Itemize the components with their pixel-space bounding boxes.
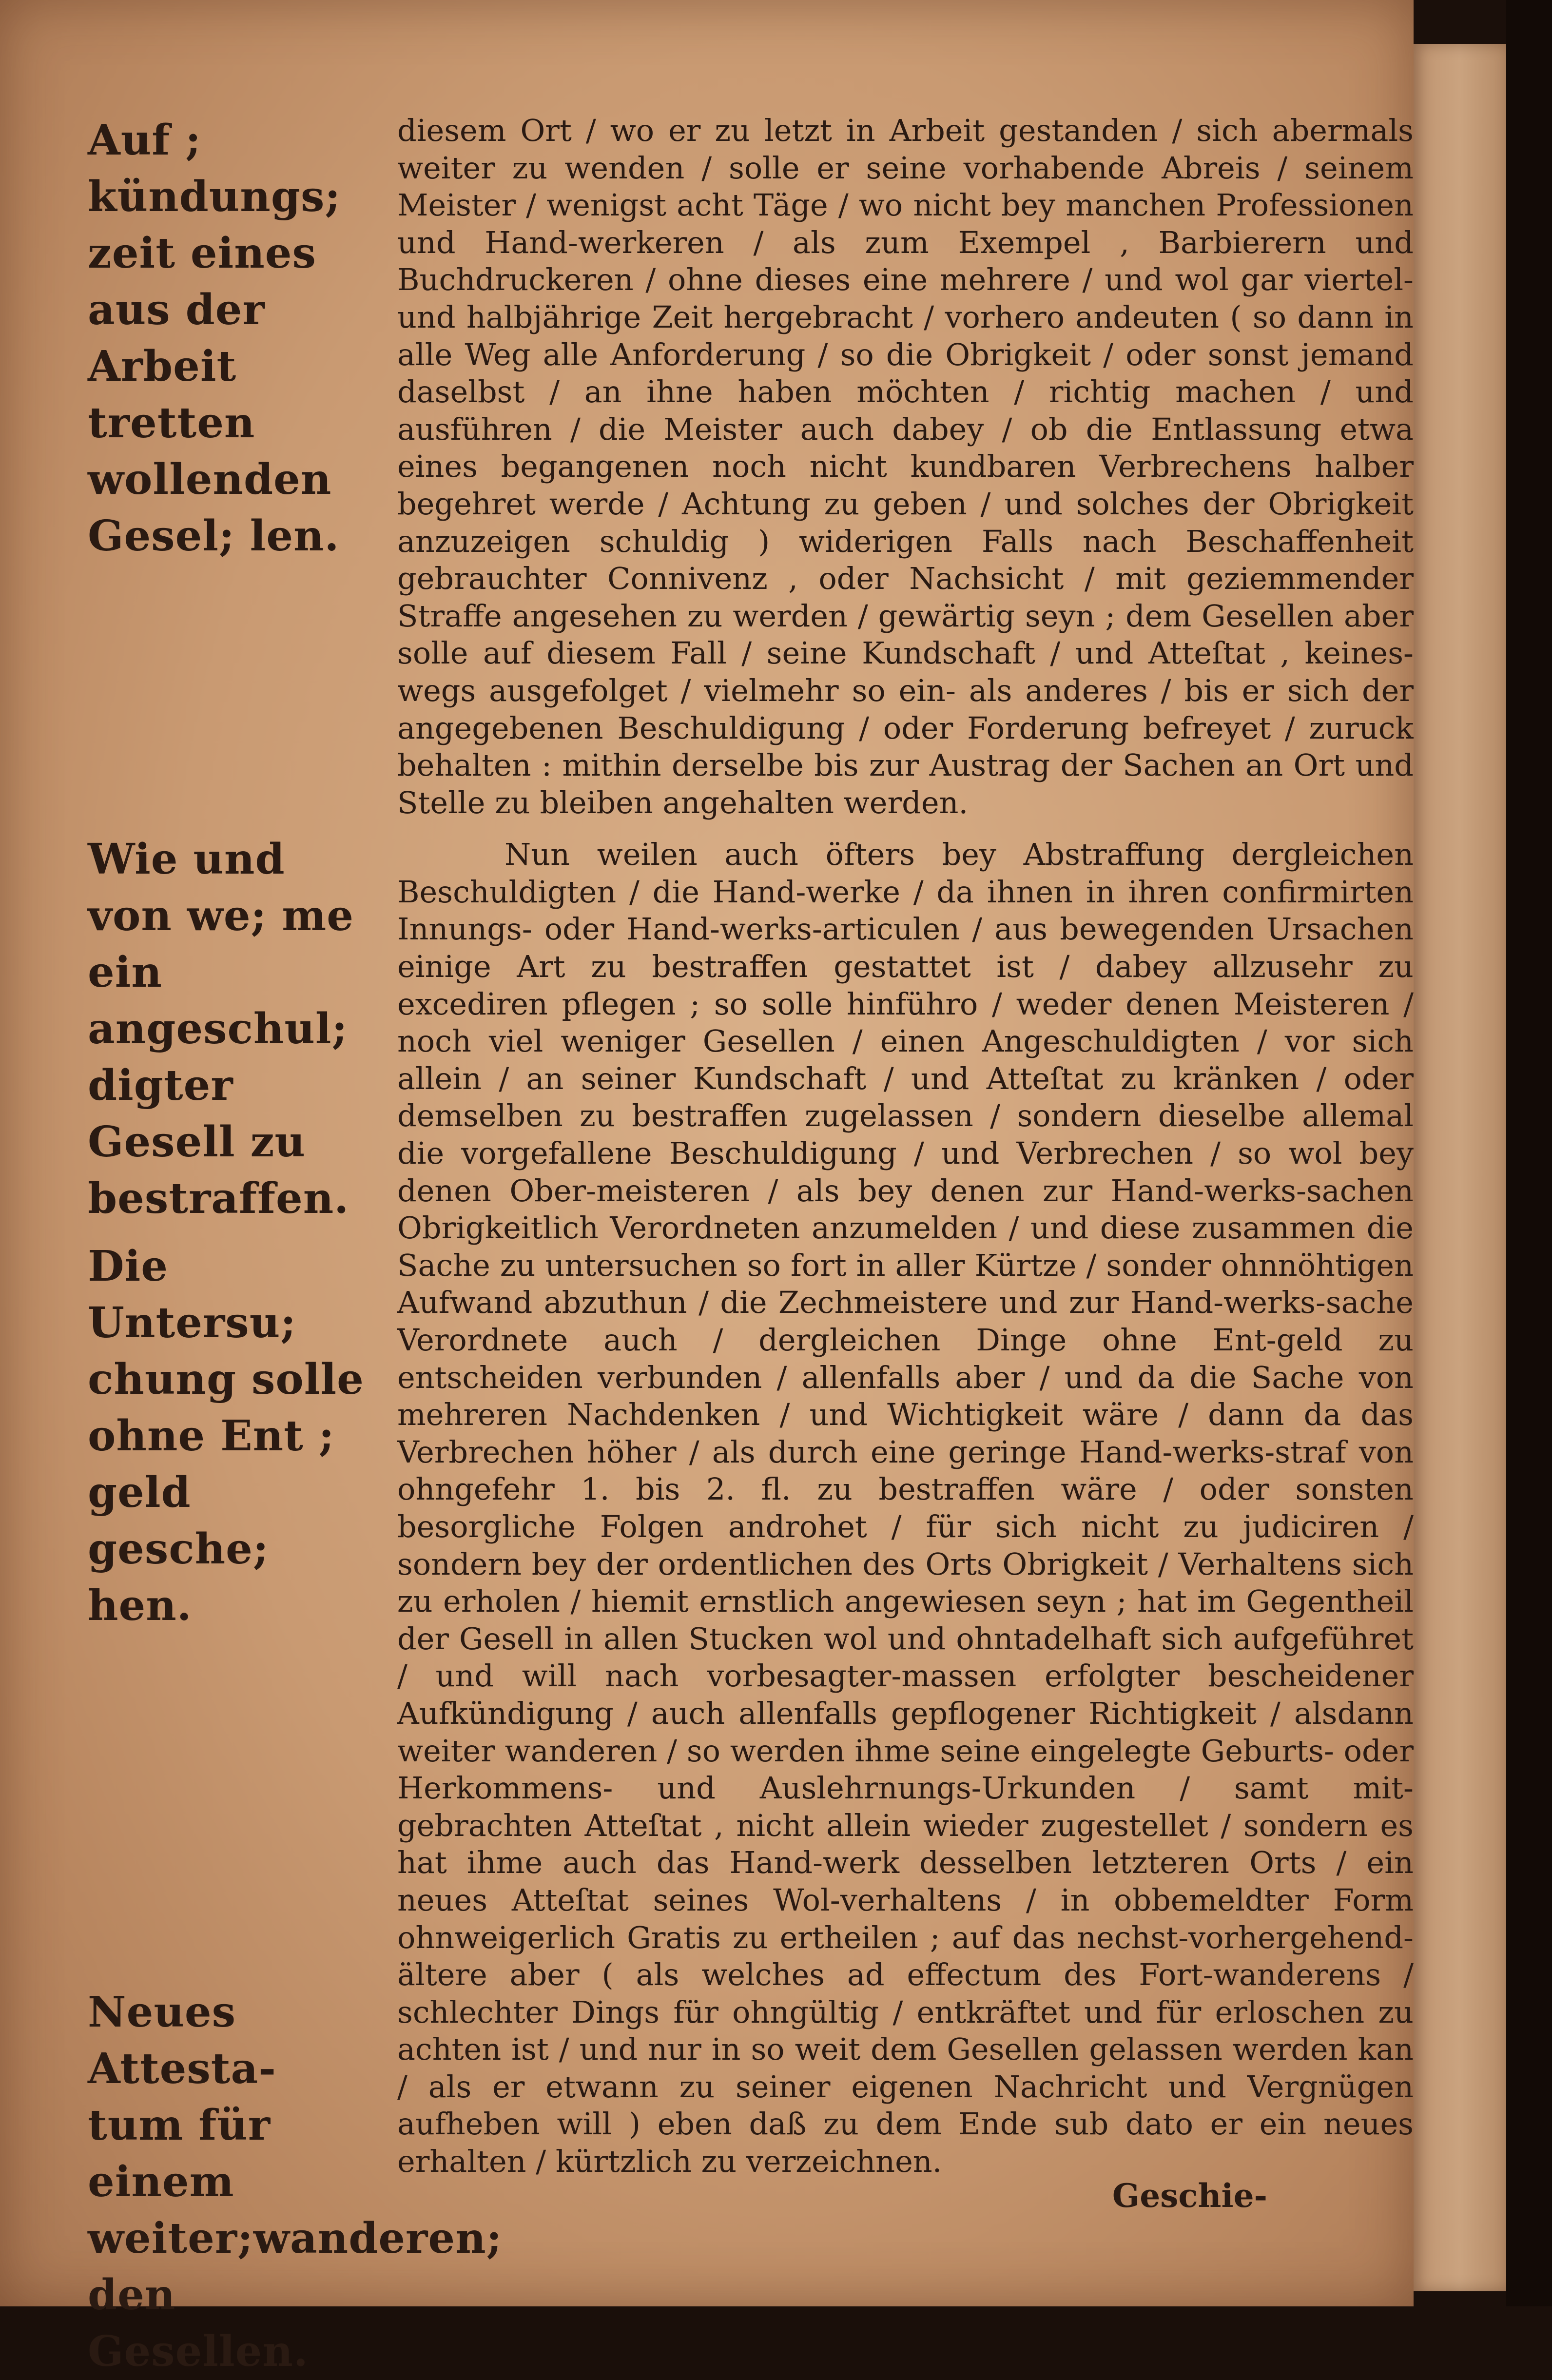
margin-note-investigation: Die Untersu; chung solle ohne Ent ; geld gesche; hen. (88, 1242, 364, 1630)
next-page-edge (1414, 44, 1506, 2291)
book-spine-shadow (1506, 0, 1552, 2306)
margin-note-new-attestation: Neues Attesta- tum für einem weiter;wanderen; den Gesellen. (88, 1988, 503, 2376)
margin-note-punishment: Wie und von we; me ein angeschul; digter Gesell zu bestraffen. (88, 835, 354, 1223)
paragraph-second: Nun weilen auch öfters bey Abstraffung dergleichen Beschuldigten / die Hand-werke / da ihnen in ihren confirmirten Innungs- oder Hand-werks-articulen / aus bewegenden Ursachen einige Art zu bestraffen gestattet ist / dabey allzusehr zu excediren pflegen ; so solle hinführo / weder denen Meisteren / noch viel weniger Gesellen / einen Angeschuldigten / vor sich allein / an seiner Kundschaft / und Atteſtat zu kränken / oder demselben zu bestraffen zugelassen / sondern dieselbe allemal die vorgefallene Beschuldigung / und Verbrechen / so wol bey denen Ober-meisteren / als bey denen zur Hand-werks-sachen Obrigkeitlich Verordneten anzumelden / und diese zusammen die Sache zu untersuchen so fort in aller Kürtze / sonder ohnnöhtigen Aufwand abzuthun / die Zechmeistere und zur Hand-werks-sache Verordnete auch / dergleichen Dinge ohne Ent-geld zu entscheiden verbunden / allenfalls aber / und da die Sache von mehreren Nachdenken / und Wichtigkeit wäre / dann da das Verbrechen höher / als durch eine geringe Hand-werks-straf von ohngefehr 1. bis 2. fl. zu bestraffen wäre / oder sonsten besorgliche Folgen androhet / für sich nicht zu judiciren / sondern bey der ordentlichen des Orts Obrigkeit / Verhaltens sich zu erholen / hiemit ernstlich angewiesen seyn ; hat im Gegentheil der Gesell in allen Stucken wol und ohntadelhaft sich aufgeführet / und will nach vorbesagter-massen erfolgter bescheidener Aufkündigung / auch allenfalls gepflogener Richtigkeit / alsdann weiter wanderen / so werden ihme seine eingelegte Geburts- oder Herkommens- und Auslehrnungs-Urkunden / samt mit-gebrachten Atteſtat , nicht allein wieder zugestellet / sondern es hat ihme auch das Hand-werk desselben letzteren Orts / ein neues Atteſtat seines Wol-verhaltens / in obbemeldter Form ohnweigerlich Gratis zu ertheilen ; auf das nechst-vorhergehend-ältere aber ( als welches ad effectum des Fort-wanderens / schlechter Dings für ohngültig / entkräftet und für erloschen zu achten ist / und nur in so weit dem Gesellen gelassen werden kan / als er etwann zu seiner eigenen Nachricht und Vergnügen aufheben will ) eben daß zu dem Ende sub dato er ein neues erhalten / kürtzlich zu verzeichnen. (397, 837, 1414, 2180)
main-text-column (397, 112, 1414, 2181)
paragraph-first: diesem Ort / wo er zu letzt in Arbeit gestanden / sich abermals weiter zu wenden / solle er seine vorhabende Abreis / seinem Meister / wenigst acht Täge / wo nicht bey manchen Professionen und Hand-werkeren / als zum Exempel , Barbierern und Buchdruckeren / ohne dieses eine mehrere / und wol gar viertel- und halbjährige Zeit hergebracht / vorhero andeuten ( so dann in alle Weg alle Anforderung / so die Obrigkeit / oder sonst jemand daselbst / an ihne haben möchten / richtig machen / und ausführen / die Meister auch dabey / ob die Entlassung etwa eines begangenen noch nicht kundbaren Verbrechens halber begehret werde / Achtung zu geben / und solches der Obrigkeit anzuzeigen schuldig ) widerigen Falls nach Beschaffenheit gebrauchter Connivenz , oder Nachsicht / mit geziemmender Straffe angesehen zu werden / gewärtig seyn ; dem Gesellen aber solle auf diesem Fall / seine Kundschaft / und Atteſtat , keines-wegs ausgefolget / vielmehr so ein- als anderes / bis er sich der angegebenen Beschuldigung / oder Forderung befreyet / zuruck behalten : mithin derselbe bis zur Austrag der Sachen an Ort und Stelle zu bleiben angehalten werden. (397, 113, 1414, 820)
catchword: Geschie- (1112, 2177, 1267, 2215)
margin-note-notice-period: Auf ; kündungs; zeit eines aus der Arbeit tretten wollenden Gesel; len. (88, 116, 341, 561)
